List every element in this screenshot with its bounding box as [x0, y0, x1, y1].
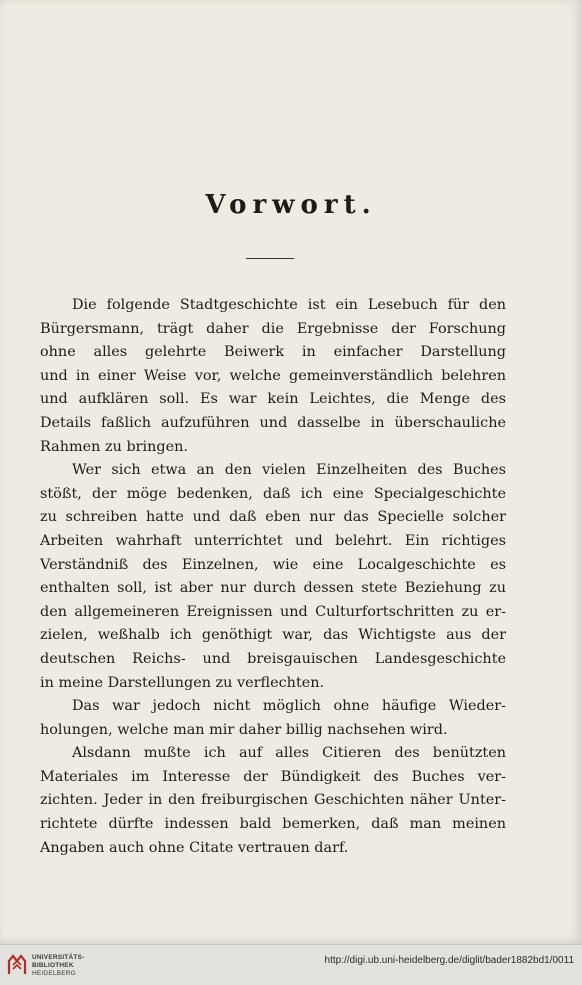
page-title: Vorwort.	[205, 190, 377, 220]
text-line: holungen, welche man mir daher billig nachsehen wird.	[40, 721, 448, 738]
text-line: in meine Darstellungen zu verflechten.	[40, 674, 325, 691]
text-line: Details faßlich aufzuführen und dasselbe in überschauliche	[40, 414, 506, 431]
text-line: Angaben auch ohne Citate vertrauen darf.	[40, 839, 349, 856]
text-line: ohne alles gelehrte Beiwerk in einfacher Darstellung	[40, 344, 506, 361]
text-line: zichten. Jeder in den freiburgischen Geschichten näher Unter-	[40, 792, 506, 809]
text-line: Das war jedoch nicht möglich ohne häufige Wieder-	[72, 698, 506, 715]
text-line: stößt, der möge bedenken, daß ich eine Specialgeschichte	[40, 485, 506, 502]
text-line: und in einer Weise vor, welche gemeinverständlich belehren	[40, 367, 506, 384]
text-line: Verständniß des Einzelnen, wie eine Localgeschichte es	[40, 556, 506, 573]
logo-line-1: UNIVERSITÄTS-	[32, 954, 85, 961]
text-line: Alsdann mußte ich auf alles Citieren des benützten	[72, 745, 506, 762]
text-line: zu schreiben hatte und daß eben nur das Specielle solcher	[40, 509, 506, 526]
text-line: deutschen Reichs- und breisgauischen Landesgeschichte	[40, 650, 506, 667]
text-line: und aufklären soll. Es war kein Leichtes, die Menge des	[40, 391, 506, 408]
permalink-url[interactable]: http://digi.ub.uni-heidelberg.de/diglit/bader1882bd1/0011	[324, 955, 574, 966]
text-line: den allgemeineren Ereignissen und Culturfortschritten zu er-	[40, 603, 506, 620]
text-line: Wer sich etwa an den vielen Einzelheiten des Buches	[72, 462, 506, 479]
viewer-footer	[0, 944, 582, 985]
text-line: Arbeiten wahrhaft unterrichtet und belehrt. Ein richtiges	[40, 532, 506, 549]
logo-line-3: HEIDELBERG	[32, 970, 76, 977]
text-line: Bürgersmann, trägt daher die Ergebnisse der Forschung	[40, 320, 506, 337]
text-line: Materiales im Interesse der Bündigkeit des Buches ver-	[40, 768, 506, 785]
library-logo[interactable]	[6, 951, 86, 981]
text-line: Rahmen zu bringen.	[40, 438, 188, 455]
text-line: enthalten soll, ist aber nur durch dessen stete Beziehung zu	[40, 580, 506, 597]
body-text	[40, 294, 506, 860]
logo-line-2: BIBLIOTHEK	[32, 962, 74, 969]
text-line: zielen, weßhalb ich genöthigt war, das Wichtigste aus der	[40, 627, 506, 644]
text-line: richtete dürfte indessen bald bemerken, daß man meinen	[40, 816, 506, 833]
library-logo-icon	[6, 953, 28, 977]
text-line: Die folgende Stadtgeschichte ist ein Lesebuch für den	[72, 297, 506, 313]
title-divider	[246, 258, 294, 259]
